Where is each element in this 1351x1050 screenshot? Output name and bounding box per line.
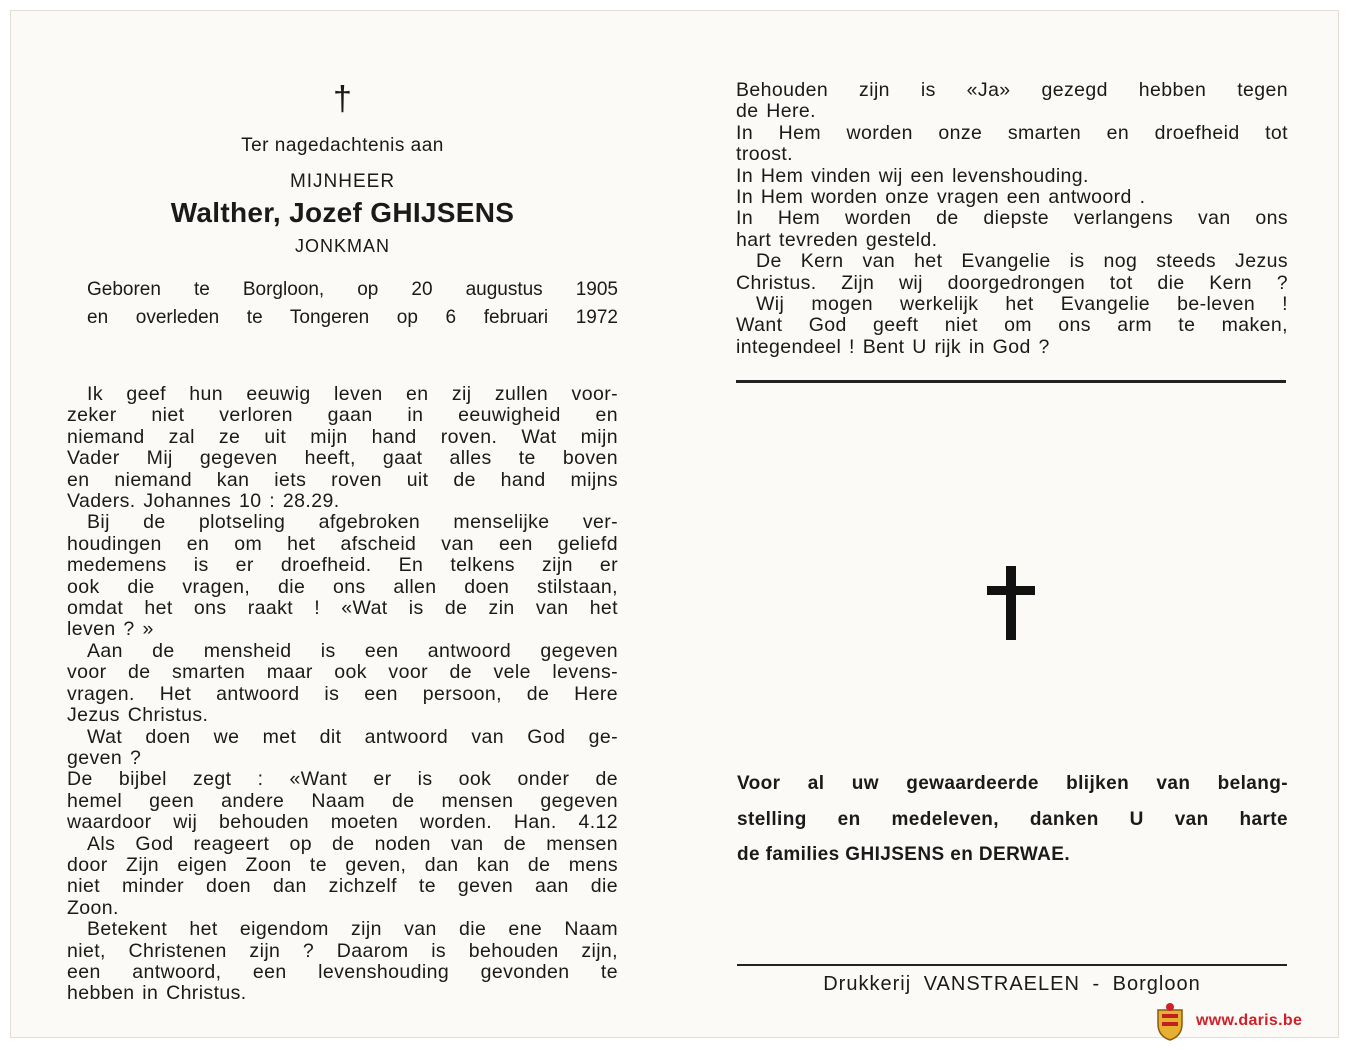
text-line: niet minder doen dan zichzelf te geven aan die	[67, 875, 618, 898]
text-line: De bijbel zegt : «Want er is ook onder de	[67, 768, 618, 791]
text-line: geven ?	[67, 746, 142, 769]
text-line: In Hem vinden wij een levenshouding.	[736, 164, 1089, 187]
text-line: In Hem worden onze smarten en droefheid tot	[736, 121, 1288, 144]
text-line: In Hem worden de diepste verlangens van ons	[736, 207, 1288, 230]
thanks-line: stelling en medeleven, danken U van harte	[737, 808, 1288, 830]
text-line: troost.	[736, 143, 793, 166]
text-line: Ik geef hun eeuwig leven en zij zullen voor-	[87, 383, 618, 405]
divider-rule	[736, 380, 1286, 383]
thanks-line: Voor al uw gewaardeerde blijken van belang-	[737, 773, 1288, 794]
deceased-name: Walther, Jozef GHIJSENS	[170, 197, 515, 228]
text-line: medemens is er droefheid. En telkens zijn er	[67, 554, 618, 577]
text-line: Christus. Zijn wij doorgedrongen tot die Kern ?	[736, 271, 1288, 294]
right-body-text	[736, 80, 1288, 358]
text-line: Vader Mij gegeven heeft, gaat alles te boven	[67, 447, 618, 470]
marital-status: JONKMAN	[294, 236, 390, 256]
text-line: door Zijn eigen Zoon te geven, dan kan de mens	[67, 853, 618, 876]
text-line: vragen. Het antwoord is een persoon, de Here	[67, 682, 618, 705]
text-line: Aan de mensheid is een antwoord gegeven	[87, 639, 618, 662]
text-line: niet, Christenen zijn ? Daarom is behouden zijn,	[67, 939, 618, 962]
thanks-line: de families GHIJSENS en DERWAE.	[737, 844, 1071, 865]
thanks-text	[737, 766, 1288, 873]
text-line: Behouden zijn is «Ja» gezegd hebben tegen	[736, 79, 1288, 101]
text-line: Want God geeft niet om ons arm te maken,	[736, 314, 1288, 337]
dates-block	[67, 276, 618, 332]
text-line: hart tevreden gesteld.	[736, 228, 938, 251]
text-line: Bij de plotseling afgebroken menselijke ver-	[87, 511, 618, 534]
text-line: hemel geen andere Naam de mensen gegeven	[67, 789, 618, 812]
text-line: niemand zal ze uit mijn hand roven. Wat mijn	[67, 425, 618, 448]
printer-credit: Drukkerij VANSTRAELEN - Borgloon	[823, 973, 1201, 995]
text-line: De Kern van het Evangelie is nog steeds Jezus	[756, 250, 1288, 273]
text-line: Betekent het eigendom zijn van die ene Naam	[87, 918, 618, 941]
honorific: MIJNHEER	[289, 171, 396, 192]
small-cross-icon: †	[333, 80, 352, 118]
text-line: In Hem worden onze vragen een antwoord .	[736, 186, 1146, 209]
left-column	[67, 80, 618, 1005]
text-line: integendeel ! Bent U rijk in God ?	[736, 335, 1050, 358]
text-line: een antwoord, een levenshouding gevonden te	[67, 960, 618, 983]
text-line: zeker niet verloren gaan in eeuwigheid en	[67, 404, 618, 427]
text-line: voor de smarten maar ook voor de vele levens-	[67, 661, 618, 684]
text-line: houdingen en om het afscheid van een geliefd	[67, 532, 618, 555]
cross-icon	[987, 566, 1035, 640]
text-line: waardoor wij behouden moeten worden. Han. 4.12	[67, 811, 618, 834]
text-line: Wij mogen werkelijk het Evangelie be-leven !	[756, 293, 1288, 316]
text-line: Als God reageert op de noden van de mensen	[87, 832, 618, 855]
text-line: en niemand kan iets roven uit de hand mijns	[67, 468, 618, 491]
left-body-text	[67, 384, 618, 1005]
intro-text: Ter nagedachtenis aan	[241, 135, 444, 156]
text-line: Vaders. Johannes 10 : 28.29.	[67, 490, 340, 513]
footer-rule	[737, 964, 1287, 966]
text-line: de Here.	[736, 100, 816, 123]
text-line: leven ? »	[67, 618, 154, 641]
text-line: Wat doen we met dit antwoord van God ge-	[87, 725, 618, 748]
watermark-link[interactable]: www.daris.be	[1196, 1012, 1303, 1029]
right-column	[736, 80, 1288, 383]
text-line: Jezus Christus.	[67, 704, 209, 727]
text-line: Zoon.	[67, 896, 119, 919]
death-line: en overleden te Tongeren op 6 februari 1972	[87, 307, 618, 328]
text-line: omdat het ons raakt ! «Wat is de zin van het	[67, 597, 618, 620]
birth-line: Geboren te Borgloon, op 20 augustus 1905	[87, 279, 618, 300]
coat-of-arms-icon	[1152, 1002, 1188, 1042]
text-line: hebben in Christus.	[67, 982, 247, 1005]
text-line: ook die vragen, die ons allen doen stilstaan,	[67, 575, 618, 598]
